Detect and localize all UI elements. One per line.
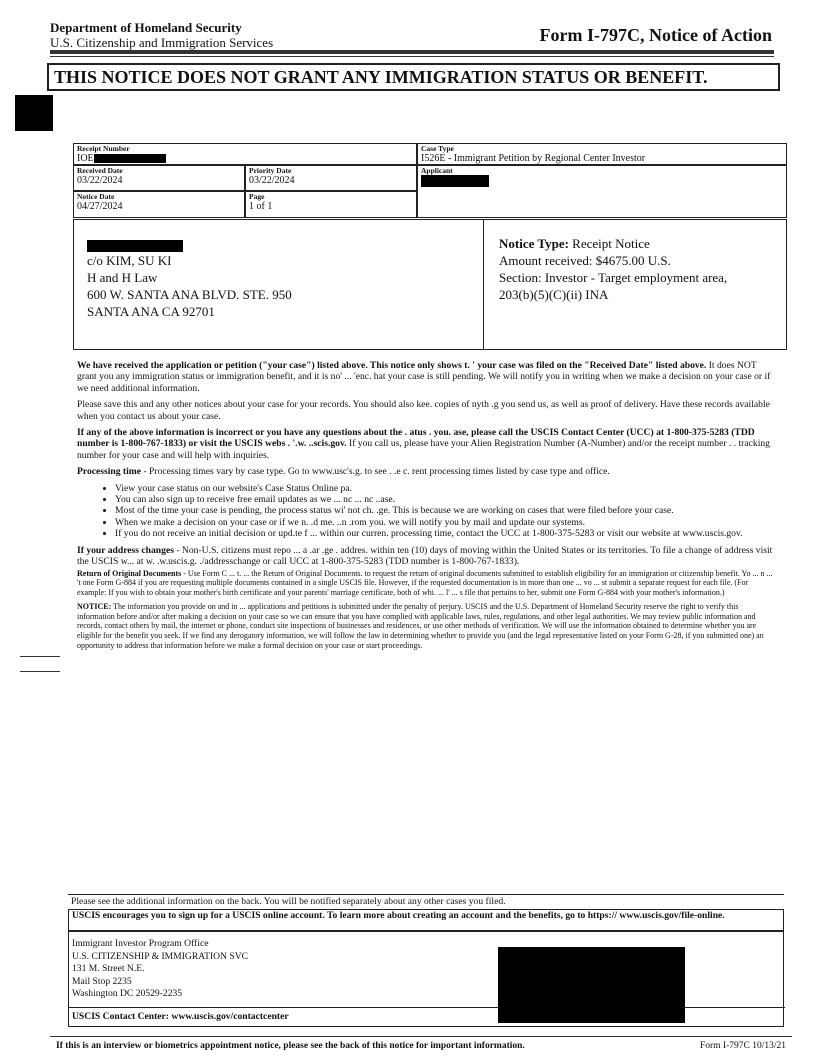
amount-received: Amount received: $4675.00 U.S. xyxy=(499,253,671,268)
additional-info-line: Please see the additional information on the back. You will be notified separately about any other cases you filed. xyxy=(68,894,784,909)
receipt-paragraph: We have received the application or petition ("your case") listed above. This notice only shows t. ' your case was filed on the "Received Date" listed above. It does NOT grant you any immigration status or immigration benefit, and it is no' ... 'enc. hat your case is still pending. We will notify you in writing when we make a decision on your case or if we need additional information. xyxy=(77,360,771,394)
processing-time-paragraph: Processing time - Processing times vary by case type. Go to www.usc's.g. to see . .e c. rent processing times listed by case type and office. xyxy=(77,466,610,478)
box-divider xyxy=(483,220,484,349)
address-line-1: c/o KIM, SU KI xyxy=(87,253,172,268)
page-cell xyxy=(245,191,417,218)
notice-type-label: Notice Type: xyxy=(499,236,569,251)
list-item: • When we make a decision on your case or if we n. .d me. ..n .rom you. we will notify you by mail and update our systems. xyxy=(115,517,777,528)
case-info-grid xyxy=(73,143,787,218)
records-paragraph: Please save this and any other notices about your case for your records. You should also kee. copies of nyth .g you send us, as well as proof of delivery. Have these records available when you contact us about your case. xyxy=(77,399,770,422)
receipt-number-label: Receipt Number xyxy=(77,144,130,153)
department-name: Department of Homeland Security xyxy=(50,20,242,35)
notice-date-value: 04/27/2024 xyxy=(77,201,123,212)
receipt-number-cell xyxy=(73,143,417,165)
contact-center-line: USCIS Contact Center: www.uscis.gov/contactcenter xyxy=(72,1011,289,1022)
footer-rule xyxy=(50,1036,792,1037)
footer-form-id: Form I-797C 10/13/21 xyxy=(699,1041,786,1051)
footer-appointment-note: If this is an interview or biometrics appointment notice, please see the back of this notice for important information. xyxy=(56,1041,525,1051)
received-date-value: 03/22/2024 xyxy=(77,175,123,186)
office-line: Washington DC 20529-2235 xyxy=(72,988,183,999)
case-type-cell xyxy=(417,143,787,165)
address-notice-box xyxy=(73,219,787,350)
notice-type-block xyxy=(499,235,727,303)
page-value: 1 of 1 xyxy=(249,201,273,212)
priority-date-value: 03/22/2024 xyxy=(249,175,295,186)
address-line-2: H and H Law xyxy=(87,270,158,285)
case-type-label: Case Type xyxy=(421,144,454,153)
contact-paragraph: If any of the above information is incorrect or you have any questions about the . atus . you. ase, please call the USCIS Contact Center (UCC) at 1-800-375-5283 (TDD number is 1-800-767-1833) or visit the USCIS webs . '.w. ..scis.gov. If you call us, please have your Alien Registration Number (A-Number) and/or the receipt number . . tracking number for your case and will help with inquiries. xyxy=(77,427,770,461)
list-item: • View your case status on our website's Case Status Online pa. xyxy=(115,483,777,494)
notice-date-label: Notice Date xyxy=(77,192,115,201)
legal-notice-paragraph: NOTICE: The information you provide on and in ... applications and petitions is submitted under the penalty of perjury. USCIS and the U.S. Department of Homeland Security reserve the right to verify this information before and/or after making a decision on your case so we can ensure that you have complied with applicable laws, rules, regulations, and other legal authorities. We may review public information and records, contact others by mail, the internet or phone, conduct site inspections of businesses and residences, or use other methods of verification. We will use the information obtained to determine whether you are eligible for the benefit you seek. If we find any derogatory information, we will follow the law in determining whether to provide you (and the legal representative listed on your Form G-28, if you submitted one) an opportunity to address that information before we make a formal decision on your case or start proceedings. xyxy=(77,602,764,650)
form-title: Form I-797C, Notice of Action xyxy=(539,25,772,45)
receipt-number-value: IOE xyxy=(74,153,416,165)
section-line-1: Section: Investor - Target employment area, xyxy=(499,270,728,285)
page-label: Page xyxy=(249,192,265,201)
priority-date-label: Priority Date xyxy=(249,166,292,175)
office-address xyxy=(72,938,248,1001)
scan-marker-block xyxy=(15,95,53,131)
applicant-cell xyxy=(417,165,787,218)
received-date-cell xyxy=(73,165,245,191)
header-rule-thick xyxy=(50,50,774,54)
office-box xyxy=(68,931,784,1027)
header-rule-thin xyxy=(50,56,774,57)
margin-mark xyxy=(20,671,60,672)
redaction-bar xyxy=(94,154,166,163)
notice-body xyxy=(77,360,777,655)
notice-type-value: Receipt Notice xyxy=(572,236,650,251)
bottom-section xyxy=(68,894,784,1027)
address-change-paragraph: If your address changes - Non-U.S. citizens must repo ... a .ar .ge . addres. within ten (10) days of moving within the United States or its territories. To file a change of address visit the USCIS w... at w. .w.uscis.g. ./addresschange or call UCC at 1-800-375-5283 (TDD number is 1-800-767-1833). xyxy=(77,544,773,568)
mailing-address xyxy=(87,236,292,320)
return-documents-paragraph: Return of Original Documents - Use Form C ... t. ... the Return of Original Documents. to request the return of original documents submitted to establish eligibility for an immigration or citizenship benefit. Yo ... n ... 't one Form G-884 if you are requesting multiple documents contained in a single USCIS file. However, if the requested documentation is in more than one ... vo ... st submit a separate request for each file. (For example: If you wish to obtain your mother's birth certificate and your parents' marriage certificate, both of whi. ... l' ... s file that pertains to her, submit one Form G-884 with your mother's information.) xyxy=(77,568,773,597)
addressee-name xyxy=(87,236,292,252)
priority-date-cell xyxy=(245,165,417,191)
list-item: • You can also sign up to receive free email updates as we ... nc ... nc ..ase. xyxy=(115,494,777,505)
agency-name: U.S. Citizenship and Immigration Services xyxy=(50,35,274,50)
list-item: • Most of the time your case is pending, the process status wi' not ch. .ge. This is because we are working on cases that were filed before your case. xyxy=(115,505,777,516)
list-item: • If you do not receive an initial decision or upd.te f ... within our curren. processing time, contact the UCC at 1-800-375-5283 or visit our website at www.uscis.gov. xyxy=(115,528,777,539)
office-line: Mail Stop 2235 xyxy=(72,975,132,987)
office-line: U.S. CITIZENSHIP & IMMIGRATION SVC xyxy=(72,950,249,962)
address-line-4: SANTA ANA CA 92701 xyxy=(87,304,215,319)
online-account-box: USCIS encourages you to sign up for a USCIS online account. To learn more about creating an account and the benefits, go to https:// www.uscis.gov/file-online. xyxy=(68,909,784,931)
office-line: 131 M. Street N.E. xyxy=(72,963,145,974)
redaction-bar xyxy=(87,240,183,252)
status-disclaimer-banner: THIS NOTICE DOES NOT GRANT ANY IMMIGRATION STATUS OR BENEFIT. xyxy=(47,63,780,91)
received-date-label: Received Date xyxy=(77,166,123,175)
office-line: Immigrant Investor Program Office xyxy=(72,938,209,949)
redaction-bar xyxy=(421,175,489,187)
notice-type xyxy=(499,235,727,252)
redaction-bar xyxy=(498,947,685,1023)
notice-date-cell xyxy=(73,191,245,218)
case-type-value: I526E - Immigrant Petition by Regional Center Investor xyxy=(421,153,646,164)
processing-bullets xyxy=(77,483,777,540)
section-line-2: 203(b)(5)(C)(ii) INA xyxy=(499,287,609,302)
applicant-label: Applicant xyxy=(421,166,453,175)
margin-mark xyxy=(20,656,60,657)
address-line-3: 600 W. SANTA ANA BLVD. STE. 950 xyxy=(87,287,292,302)
